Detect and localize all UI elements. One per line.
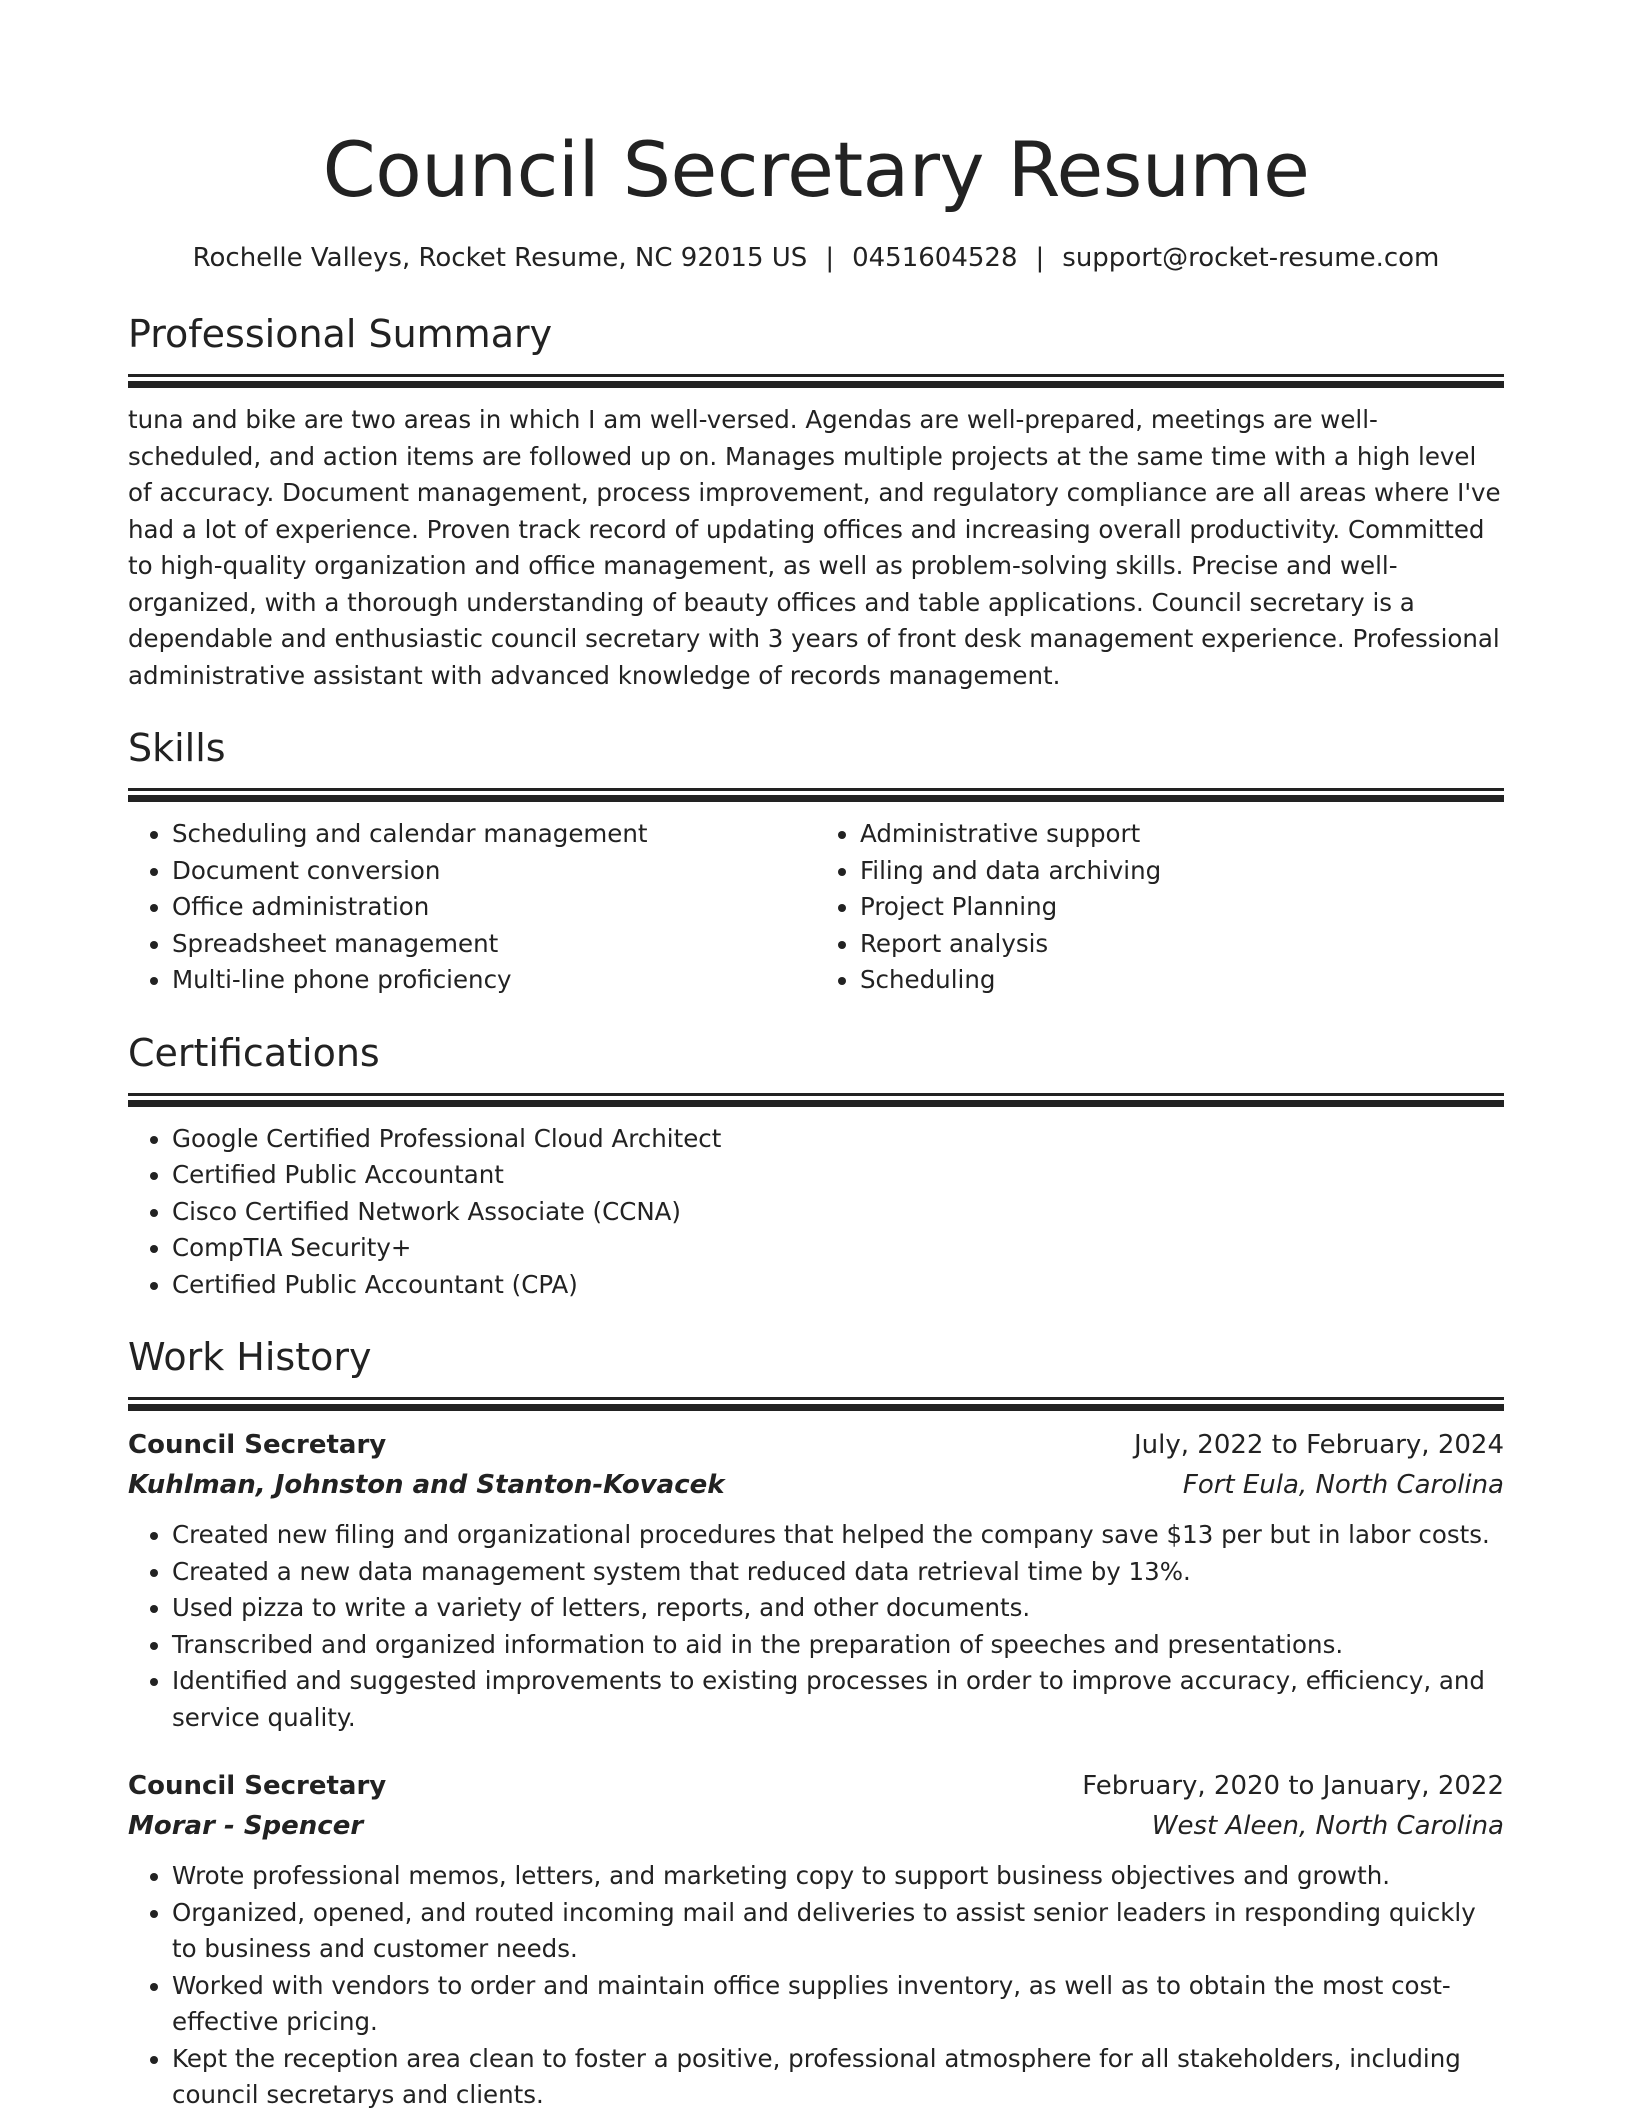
certification-item: • Certified Public Accountant (CPA) [172, 1267, 1504, 1304]
job-title: Council Secretary [128, 1430, 387, 1460]
job-company-row [128, 1806, 1504, 1846]
job-dates: July, 2022 to February, 2024 [1134, 1430, 1504, 1460]
skill-item: • Office administration [172, 889, 816, 926]
skill-item: • Filing and data archiving [860, 853, 1504, 890]
section-divider [128, 1093, 1504, 1096]
skill-item: • Multi-line phone proficiency [172, 962, 816, 999]
contact-separator: | [1035, 243, 1045, 273]
job-bullet: • Transcribed and organized information to aid in the preparation of speeches and presentations. [172, 1627, 1504, 1664]
skills-columns [128, 802, 1504, 999]
job-bullet: • Organized, opened, and routed incoming mail and deliveries to assist senior leaders in responding quickly to business and customer needs. [172, 1895, 1504, 1968]
contact-separator: | [825, 243, 835, 273]
job-location: Fort Eula, North Carolina [1182, 1470, 1504, 1500]
job-company: Morar - Spencer [128, 1811, 364, 1841]
skills-list-right [816, 816, 1504, 999]
section-divider-thick [128, 795, 1504, 802]
job-bullet: • Created new filing and organizational procedures that helped the company save $13 per but in labor costs. [172, 1517, 1504, 1554]
contact-line [128, 240, 1504, 276]
certifications-section [128, 1029, 1504, 1304]
certifications-list [128, 1121, 1504, 1304]
job-bullets [128, 1858, 1504, 2114]
section-divider-thick [128, 1404, 1504, 1411]
section-heading: Certifications [128, 1030, 380, 1075]
skill-item: • Spreadsheet management [172, 926, 816, 963]
certification-item: • Cisco Certified Network Associate (CCNA) [172, 1194, 1504, 1231]
contact-address: Rochelle Valleys, Rocket Resume, NC 92015 US [192, 243, 808, 273]
job-entry [128, 1766, 1504, 2114]
summary-text: tuna and bike are two areas in which I am well-versed. Agendas are well-prepared, meetings are well-scheduled, and action items are followed up on. Manages multiple projects at the same time with a high level of accuracy. Document management, process improvement, and regulatory compliance are all areas where I've had a lot of experience. Proven track record of updating offices and increasing overall productivity. Committed to high-quality organization and office management, as well as problem-solving skills. Precise and well-organized, with a thorough understanding of beauty offices and table applications. Council secretary is a dependable and enthusiastic council secretary with 3 years of front desk management experience. Professional administrative assistant with advanced knowledge of records management. [128, 405, 1501, 690]
certification-item: • CompTIA Security+ [172, 1230, 1504, 1267]
section-heading: Professional Summary [128, 312, 553, 356]
skill-item: • Document conversion [172, 853, 816, 890]
job-header-row [128, 1766, 1504, 1806]
work-history-section [128, 1333, 1504, 2114]
section-heading: Skills [128, 726, 226, 770]
contact-phone: 0451604528 [852, 243, 1018, 273]
section-divider-thick [128, 381, 1504, 388]
skill-item: • Administrative support [860, 816, 1504, 853]
section-divider [128, 1397, 1504, 1400]
job-bullet: • Worked with vendors to order and maintain office supplies inventory, as well as to obtain the most cost-effective pricing. [172, 1968, 1504, 2041]
contact-email: support@rocket-resume.com [1062, 243, 1440, 273]
job-location: West Aleen, North Carolina [1151, 1811, 1504, 1841]
skill-item: • Project Planning [860, 889, 1504, 926]
skill-item: • Report analysis [860, 926, 1504, 963]
job-bullets [128, 1517, 1504, 1736]
job-bullet: • Kept the reception area clean to foster a positive, professional atmosphere for all stakeholders, including council secretarys and clients. [172, 2041, 1504, 2114]
job-dates: February, 2020 to January, 2022 [1082, 1771, 1504, 1801]
job-company: Kuhlman, Johnston and Stanton-Kovacek [128, 1470, 725, 1500]
job-bullet: • Used pizza to write a variety of letters, reports, and other documents. [172, 1590, 1504, 1627]
skill-item: • Scheduling [860, 962, 1504, 999]
section-divider-thick [128, 1100, 1504, 1107]
skill-item: • Scheduling and calendar management [172, 816, 816, 853]
skills-section [128, 724, 1504, 999]
summary-section [128, 310, 1504, 694]
job-title: Council Secretary [128, 1771, 387, 1801]
job-bullet: • Identified and suggested improvements to existing processes in order to improve accuracy, efficiency, and service quality. [172, 1663, 1504, 1736]
skills-list-left [128, 816, 816, 999]
job-header-row [128, 1425, 1504, 1465]
resume-title: Council Secretary Resume [322, 125, 1310, 214]
job-entry [128, 1425, 1504, 1736]
certification-item: • Google Certified Professional Cloud Architect [172, 1121, 1504, 1158]
section-divider [128, 374, 1504, 377]
section-divider [128, 788, 1504, 791]
job-company-row [128, 1465, 1504, 1505]
job-bullet: • Wrote professional memos, letters, and marketing copy to support business objectives and growth. [172, 1858, 1504, 1895]
job-bullet: • Created a new data management system that reduced data retrieval time by 13%. [172, 1554, 1504, 1591]
section-heading: Work History [128, 1335, 372, 1379]
certification-item: • Certified Public Accountant [172, 1157, 1504, 1194]
